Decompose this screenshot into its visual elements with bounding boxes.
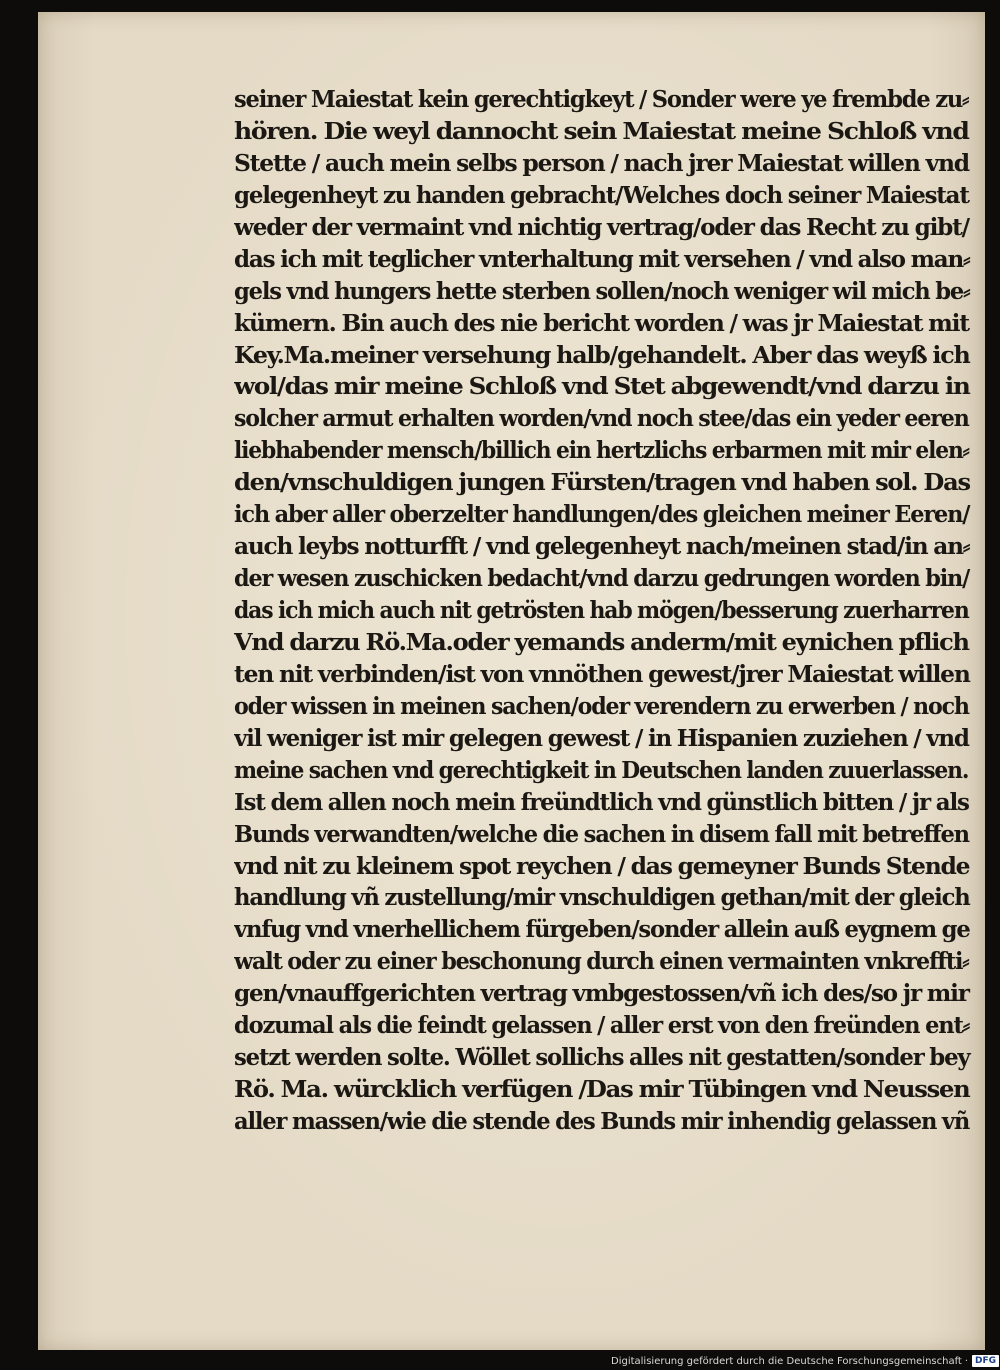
text-line: den/vnschuldigen jungen Fürsten/tragen vnd haben sol. Das: [234, 469, 970, 497]
text-line: vil weniger ist mir gelegen gewest / in Hispanien zuziehen / vnd: [234, 724, 969, 752]
text-line: das ich mit teglicher vnterhaltung mit versehen / vnd also man⸗: [234, 245, 970, 273]
text-line: meine sachen vnd gerechtigkeit in Deutschen landen zuuerlassen.: [234, 756, 969, 784]
text-line: oder wissen in meinen sachen/oder verendern zu erwerben / noch: [234, 692, 969, 720]
text-line: vnd nit zu kleinem spot reychen / das gemeyner Bunds Stende: [234, 852, 970, 880]
text-line: Stette / auch mein selbs person / nach jrer Maiestat willen vnd: [234, 149, 969, 177]
text-line: ten nit verbinden/ist von vnnöthen gewest/jrer Maiestat willen: [234, 660, 970, 688]
dfg-logo: DFG: [972, 1355, 999, 1367]
text-line: handlung vñ zustellung/mir vnschuldigen gethan/mit der gleich: [234, 884, 970, 912]
credit-text: Digitalisierung gefördert durch die Deutsche Forschungsgemeinschaft: [611, 1355, 962, 1367]
text-line: hören. Die weyl dannocht sein Maiestat meine Schloß vnd: [234, 117, 969, 145]
text-line: Bunds verwandten/welche die sachen in disem fall mit betreffen: [234, 820, 969, 848]
text-line: gen/vnauffgerichten vertrag vmbgestossen/vñ ich des/so jr mir: [234, 980, 969, 1008]
text-line: gelegenheyt zu handen gebracht/Welches doch seiner Maiestat: [234, 181, 969, 209]
text-line: das ich mich auch nit getrösten hab mögen/besserung zuerharren: [234, 597, 969, 624]
text-line: weder der vermaint vnd nichtig vertrag/oder das Recht zu gibt/: [234, 213, 969, 241]
text-line: gels vnd hungers hette sterben sollen/noch weniger wil mich be⸗: [234, 277, 970, 305]
text-line: vnfug vnd vnerhellichem fürgeben/sonder allein auß eygnem ge: [234, 916, 970, 944]
digitization-credit: [611, 1353, 999, 1369]
text-line: seiner Maiestat kein gerechtigkeyt / Sonder were ye frembde zu⸗: [234, 86, 969, 113]
text-line: Key.Ma.meiner versehung halb/gehandelt. Aber das weyß ich: [234, 341, 970, 369]
text-line: walt oder zu einer beschonung durch einen vermainten vnkreffti⸗: [234, 948, 969, 976]
text-line: wol/das mir meine Schloß vnd Stet abgewendt/vnd darzu in: [234, 373, 970, 401]
text-line: dozumal als die feindt gelassen / aller erst von den freünden ent⸗: [234, 1012, 970, 1040]
text-line: setzt werden solte. Wöllet sollichs alles nit gestatten/sonder bey: [234, 1044, 970, 1072]
text-line: Ist dem allen noch mein freündtlich vnd günstlich bitten / jr als: [234, 788, 969, 816]
book-page: [38, 12, 985, 1350]
text-line: Vnd darzu Rö.Ma.oder yemands anderm/mit eynichen pflich: [234, 628, 969, 656]
text-line: der wesen zuschicken bedacht/vnd darzu gedrungen worden bin/: [234, 565, 970, 593]
text-line: aller massen/wie die stende des Bunds mir inhendig gelassen vñ: [234, 1108, 970, 1135]
text-line: Rö. Ma. würcklich verfügen /Das mir Tübingen vnd Neussen: [234, 1076, 970, 1104]
text-line: kümern. Bin auch des nie bericht worden / was jr Maiestat mit: [234, 309, 969, 337]
credit-separator: ·: [964, 1355, 969, 1367]
text-line: auch leybs notturfft / vnd gelegenheyt nach/meinen stad/in an⸗: [234, 533, 970, 561]
text-line: liebhabender mensch/billich ein hertzlichs erbarmen mit mir elen⸗: [234, 437, 969, 465]
text-block: [234, 84, 976, 1138]
text-line: ich aber aller oberzelter handlungen/des gleichen meiner Eeren/: [234, 501, 970, 529]
text-line: solcher armut erhalten worden/vnd noch stee/das ein yeder eeren: [234, 405, 969, 433]
